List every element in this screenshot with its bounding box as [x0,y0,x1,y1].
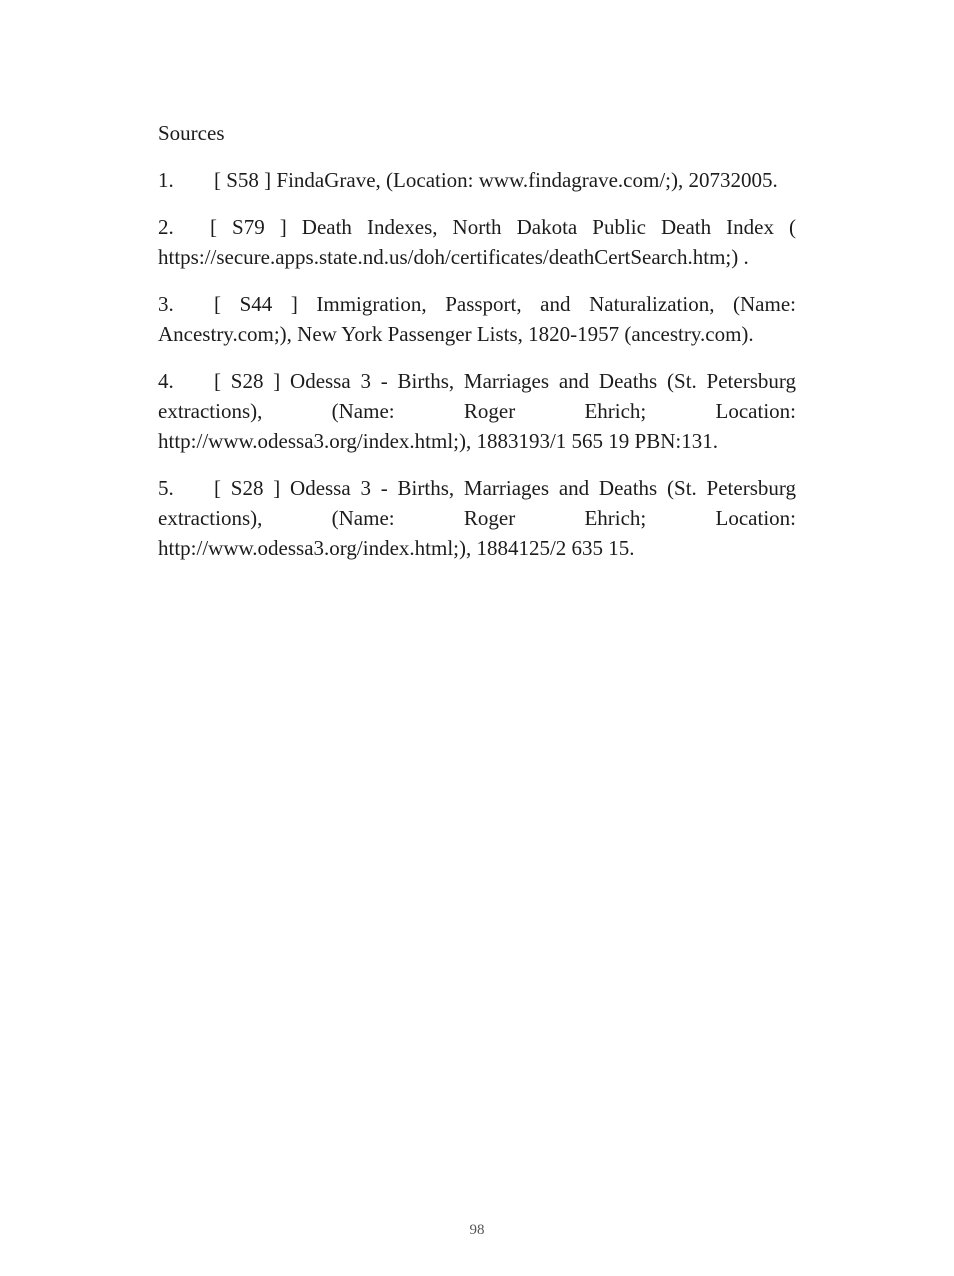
source-text: [ S28 ] Odessa 3 - Births, Marriages and Deaths (St. Petersburg extractions), (Name: Roger Ehrich; Location: http://www.odessa3.org/index.html;), 1883193/1 565 19 PBN:131. [158,369,796,453]
page-number: 98 [469,1222,485,1238]
source-number: 3. [158,292,174,316]
source-entry-3 [158,289,796,349]
source-number: 1. [158,168,174,192]
source-text: [ S58 ] FindaGrave, (Location: www.findagrave.com/;), 20732005. [214,168,778,192]
source-text: [ S44 ] Immigration, Passport, and Naturalization, (Name: Ancestry.com;), New York Passenger Lists, 1820-1957 (ancestry.com). [158,292,796,346]
sources-section [158,118,796,580]
source-number: 4. [158,369,174,393]
source-text: [ S28 ] Odessa 3 - Births, Marriages and Deaths (St. Petersburg extractions), (Name: Roger Ehrich; Location: http://www.odessa3.org/index.html;), 1884125/2 635 15. [158,476,796,560]
source-entry-4 [158,366,796,456]
source-entry-1 [158,165,796,195]
source-entry-2 [158,212,796,272]
sources-heading: Sources [158,121,225,145]
source-number: 5. [158,476,174,500]
source-entry-5 [158,473,796,563]
source-text: [ S79 ] Death Indexes, North Dakota Public Death Index ( https://secure.apps.state.nd.us/doh/certificates/deathCertSearch.htm;) . [158,215,796,269]
source-number: 2. [158,215,174,239]
